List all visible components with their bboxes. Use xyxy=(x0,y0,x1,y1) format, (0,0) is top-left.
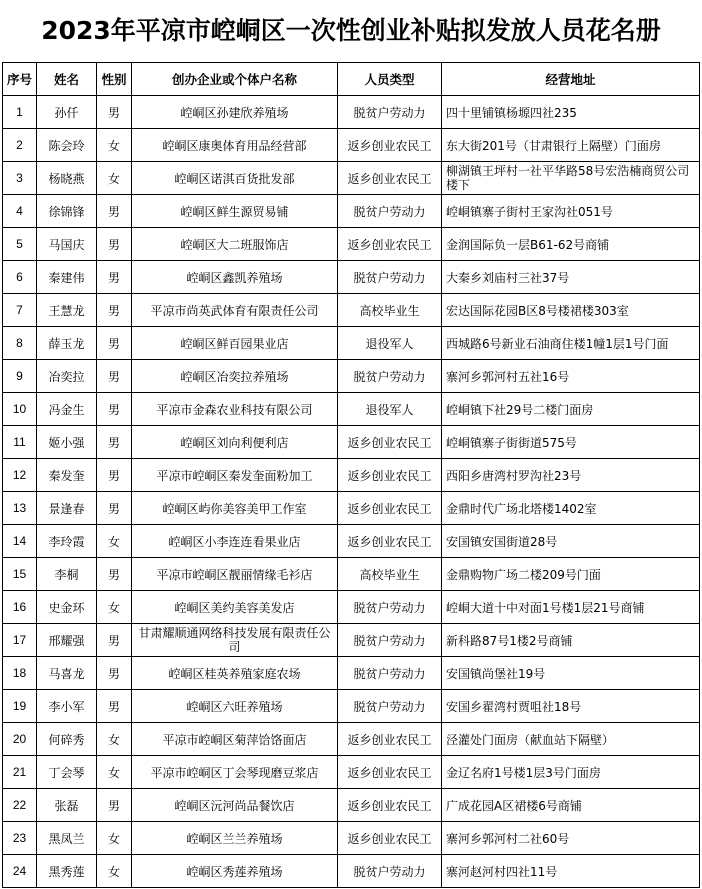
cell-address: 宏达国际花园B区8号楼裙楼303室 xyxy=(442,294,700,327)
cell-index: 4 xyxy=(3,195,37,228)
cell-name: 黑秀莲 xyxy=(37,855,97,888)
cell-business-name: 平凉市崆峒区菊萍饸饹面店 xyxy=(132,723,338,756)
cell-gender: 男 xyxy=(97,426,132,459)
cell-gender: 女 xyxy=(97,723,132,756)
cell-person-type: 返乡创业农民工 xyxy=(338,162,442,195)
cell-name: 秦发奎 xyxy=(37,459,97,492)
cell-gender: 女 xyxy=(97,162,132,195)
cell-name: 姬小强 xyxy=(37,426,97,459)
cell-person-type: 脱贫户劳动力 xyxy=(338,195,442,228)
cell-address: 广成花园A区裙楼6号商铺 xyxy=(442,789,700,822)
cell-name: 张磊 xyxy=(37,789,97,822)
cell-person-type: 返乡创业农民工 xyxy=(338,525,442,558)
cell-address: 金鼎购物广场二楼209号门面 xyxy=(442,558,700,591)
cell-name: 黑凤兰 xyxy=(37,822,97,855)
cell-index: 10 xyxy=(3,393,37,426)
cell-name: 何碎秀 xyxy=(37,723,97,756)
header-address: 经营地址 xyxy=(442,63,700,96)
table-row xyxy=(3,327,700,360)
cell-name: 李小军 xyxy=(37,690,97,723)
cell-address: 四十里铺镇杨塬四社235 xyxy=(442,96,700,129)
cell-name: 史金环 xyxy=(37,591,97,624)
cell-business-name: 崆峒区秀莲养殖场 xyxy=(132,855,338,888)
cell-address: 崆峒镇下社29号二楼门面房 xyxy=(442,393,700,426)
cell-address: 大秦乡刘庙村三社37号 xyxy=(442,261,700,294)
cell-person-type: 脱贫户劳动力 xyxy=(338,855,442,888)
cell-gender: 女 xyxy=(97,525,132,558)
cell-person-type: 返乡创业农民工 xyxy=(338,789,442,822)
cell-gender: 男 xyxy=(97,690,132,723)
cell-person-type: 脱贫户劳动力 xyxy=(338,690,442,723)
cell-person-type: 退役军人 xyxy=(338,393,442,426)
cell-business-name: 崆峒区小李连连看果业店 xyxy=(132,525,338,558)
cell-name: 李桐 xyxy=(37,558,97,591)
table-row xyxy=(3,492,700,525)
cell-business-name: 崆峒区康奥体育用品经营部 xyxy=(132,129,338,162)
table-header-row xyxy=(3,63,700,96)
table-row xyxy=(3,789,700,822)
cell-index: 3 xyxy=(3,162,37,195)
cell-gender: 男 xyxy=(97,624,132,657)
cell-business-name: 崆峒区沅河尚品餐饮店 xyxy=(132,789,338,822)
cell-business-name: 崆峒区兰兰养殖场 xyxy=(132,822,338,855)
cell-address: 安国镇尚堡社19号 xyxy=(442,657,700,690)
cell-address: 安国镇安国街道28号 xyxy=(442,525,700,558)
header-index: 序号 xyxy=(3,63,37,96)
cell-index: 22 xyxy=(3,789,37,822)
cell-name: 景逢春 xyxy=(37,492,97,525)
cell-business-name: 甘肃耀顺通网络科技发展有限责任公司 xyxy=(132,624,338,657)
cell-index: 21 xyxy=(3,756,37,789)
cell-index: 1 xyxy=(3,96,37,129)
cell-business-name: 平凉市崆峒区秦发奎面粉加工 xyxy=(132,459,338,492)
cell-gender: 男 xyxy=(97,393,132,426)
table-row xyxy=(3,129,700,162)
cell-index: 5 xyxy=(3,228,37,261)
cell-business-name: 崆峒区大二班服饰店 xyxy=(132,228,338,261)
cell-person-type: 脱贫户劳动力 xyxy=(338,261,442,294)
cell-name: 冯金生 xyxy=(37,393,97,426)
cell-person-type: 返乡创业农民工 xyxy=(338,822,442,855)
cell-business-name: 崆峒区鑫凯养殖场 xyxy=(132,261,338,294)
cell-person-type: 脱贫户劳动力 xyxy=(338,591,442,624)
cell-address: 崆峒镇寨子街村王家沟社051号 xyxy=(442,195,700,228)
cell-index: 8 xyxy=(3,327,37,360)
cell-business-name: 平凉市尚英武体育有限责任公司 xyxy=(132,294,338,327)
cell-business-name: 平凉市金森农业科技有限公司 xyxy=(132,393,338,426)
cell-name: 马国庆 xyxy=(37,228,97,261)
cell-address: 崆峒大道十中对面1号楼1层21号商铺 xyxy=(442,591,700,624)
table-row xyxy=(3,261,700,294)
cell-index: 9 xyxy=(3,360,37,393)
table-row xyxy=(3,591,700,624)
cell-person-type: 脱贫户劳动力 xyxy=(338,96,442,129)
cell-person-type: 返乡创业农民工 xyxy=(338,459,442,492)
cell-name: 冶奕拉 xyxy=(37,360,97,393)
cell-address: 寨河乡郭河村五社16号 xyxy=(442,360,700,393)
table-row xyxy=(3,195,700,228)
cell-index: 11 xyxy=(3,426,37,459)
cell-gender: 男 xyxy=(97,96,132,129)
cell-name: 徐锦锋 xyxy=(37,195,97,228)
cell-person-type: 退役军人 xyxy=(338,327,442,360)
cell-address: 金辽名府1号楼1层3号门面房 xyxy=(442,756,700,789)
cell-person-type: 返乡创业农民工 xyxy=(338,492,442,525)
cell-person-type: 返乡创业农民工 xyxy=(338,426,442,459)
cell-gender: 男 xyxy=(97,657,132,690)
table-row xyxy=(3,855,700,888)
cell-index: 19 xyxy=(3,690,37,723)
cell-name: 李玲霞 xyxy=(37,525,97,558)
cell-gender: 男 xyxy=(97,459,132,492)
cell-gender: 男 xyxy=(97,294,132,327)
table-row xyxy=(3,360,700,393)
cell-business-name: 崆峒区美约美容美发店 xyxy=(132,591,338,624)
table-row xyxy=(3,624,700,657)
cell-name: 孙仟 xyxy=(37,96,97,129)
cell-index: 17 xyxy=(3,624,37,657)
table-row xyxy=(3,96,700,129)
cell-name: 丁会琴 xyxy=(37,756,97,789)
cell-person-type: 脱贫户劳动力 xyxy=(338,657,442,690)
cell-index: 2 xyxy=(3,129,37,162)
cell-gender: 男 xyxy=(97,261,132,294)
cell-gender: 女 xyxy=(97,129,132,162)
cell-business-name: 崆峒区刘向利便利店 xyxy=(132,426,338,459)
cell-address: 柳湖镇王坪村一社平华路58号宏浩楠商贸公司楼下 xyxy=(442,162,700,195)
cell-person-type: 脱贫户劳动力 xyxy=(338,624,442,657)
cell-index: 14 xyxy=(3,525,37,558)
cell-address: 东大街201号（甘肃银行上隔壁）门面房 xyxy=(442,129,700,162)
cell-business-name: 崆峒区冶奕拉养殖场 xyxy=(132,360,338,393)
table-row xyxy=(3,690,700,723)
cell-business-name: 崆峒区孙建欣养殖场 xyxy=(132,96,338,129)
table-row xyxy=(3,822,700,855)
table-row xyxy=(3,228,700,261)
cell-name: 杨晓燕 xyxy=(37,162,97,195)
table-row xyxy=(3,459,700,492)
cell-business-name: 崆峒区屿你美容美甲工作室 xyxy=(132,492,338,525)
cell-address: 泾灌处门面房（献血站下隔壁） xyxy=(442,723,700,756)
cell-address: 新科路87号1楼2号商铺 xyxy=(442,624,700,657)
cell-gender: 女 xyxy=(97,855,132,888)
table-row xyxy=(3,162,700,195)
cell-person-type: 返乡创业农民工 xyxy=(338,756,442,789)
header-name: 姓名 xyxy=(37,63,97,96)
cell-business-name: 崆峒区六旺养殖场 xyxy=(132,690,338,723)
table-row xyxy=(3,525,700,558)
cell-person-type: 脱贫户劳动力 xyxy=(338,360,442,393)
table-row xyxy=(3,657,700,690)
cell-person-type: 返乡创业农民工 xyxy=(338,228,442,261)
cell-gender: 男 xyxy=(97,327,132,360)
cell-gender: 男 xyxy=(97,195,132,228)
cell-name: 秦建伟 xyxy=(37,261,97,294)
cell-address: 安国乡翟湾村贾咀社18号 xyxy=(442,690,700,723)
cell-gender: 女 xyxy=(97,822,132,855)
cell-gender: 男 xyxy=(97,789,132,822)
header-business-name: 创办企业或个体户名称 xyxy=(132,63,338,96)
cell-address: 寨河乡郭河村二社60号 xyxy=(442,822,700,855)
document-title: 2023年平凉市崆峒区一次性创业补贴拟发放人员花名册 xyxy=(41,16,661,45)
cell-address: 金鼎时代广场北塔楼1402室 xyxy=(442,492,700,525)
table-row xyxy=(3,558,700,591)
header-person-type: 人员类型 xyxy=(338,63,442,96)
table-body xyxy=(3,96,700,888)
cell-index: 16 xyxy=(3,591,37,624)
cell-index: 24 xyxy=(3,855,37,888)
cell-person-type: 返乡创业农民工 xyxy=(338,129,442,162)
cell-address: 金润国际负一层B61-62号商铺 xyxy=(442,228,700,261)
cell-person-type: 返乡创业农民工 xyxy=(338,723,442,756)
table-row xyxy=(3,426,700,459)
cell-gender: 男 xyxy=(97,360,132,393)
cell-index: 23 xyxy=(3,822,37,855)
cell-business-name: 崆峒区鲜生源贸易铺 xyxy=(132,195,338,228)
cell-address: 崆峒镇寨子街街道575号 xyxy=(442,426,700,459)
cell-gender: 男 xyxy=(97,558,132,591)
cell-name: 王慧龙 xyxy=(37,294,97,327)
table-row xyxy=(3,723,700,756)
cell-name: 马喜龙 xyxy=(37,657,97,690)
table-row xyxy=(3,756,700,789)
table-row xyxy=(3,294,700,327)
cell-index: 15 xyxy=(3,558,37,591)
cell-business-name: 平凉市崆峒区丁会琴现磨豆浆店 xyxy=(132,756,338,789)
roster-table xyxy=(2,62,700,888)
header-gender: 性别 xyxy=(97,63,132,96)
cell-person-type: 高校毕业生 xyxy=(338,558,442,591)
cell-gender: 男 xyxy=(97,492,132,525)
cell-index: 13 xyxy=(3,492,37,525)
cell-index: 6 xyxy=(3,261,37,294)
cell-index: 20 xyxy=(3,723,37,756)
cell-gender: 男 xyxy=(97,228,132,261)
cell-name: 薛玉龙 xyxy=(37,327,97,360)
cell-gender: 女 xyxy=(97,756,132,789)
cell-index: 7 xyxy=(3,294,37,327)
cell-address: 西城路6号新业石油商住楼1幢1层1号门面 xyxy=(442,327,700,360)
cell-name: 邢耀强 xyxy=(37,624,97,657)
cell-gender: 女 xyxy=(97,591,132,624)
cell-index: 12 xyxy=(3,459,37,492)
cell-address: 西阳乡唐湾村罗沟社23号 xyxy=(442,459,700,492)
cell-name: 陈会玲 xyxy=(37,129,97,162)
cell-person-type: 高校毕业生 xyxy=(338,294,442,327)
cell-business-name: 崆峒区诺淇百货批发部 xyxy=(132,162,338,195)
table-row xyxy=(3,393,700,426)
cell-business-name: 崆峒区桂英养殖家庭农场 xyxy=(132,657,338,690)
cell-business-name: 平凉市崆峒区靓丽情缘毛衫店 xyxy=(132,558,338,591)
cell-business-name: 崆峒区鲜百园果业店 xyxy=(132,327,338,360)
cell-address: 寨河赵河村四社11号 xyxy=(442,855,700,888)
cell-index: 18 xyxy=(3,657,37,690)
